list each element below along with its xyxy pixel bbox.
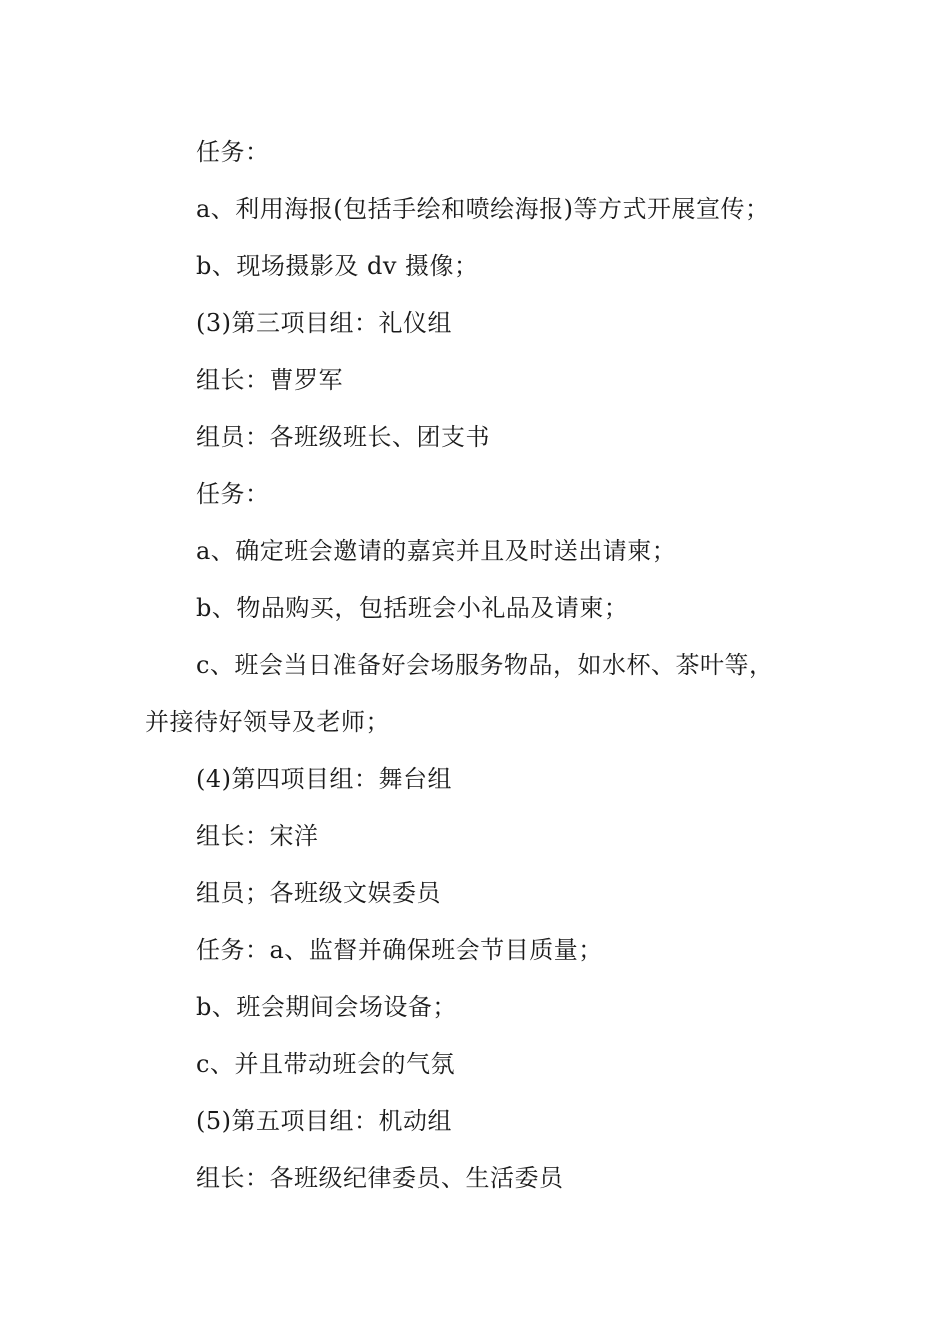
text-line: 组员；各班级文娱委员: [196, 879, 441, 907]
text-line: 组长：宋洋: [196, 822, 319, 850]
text-line: b、物品购买，包括班会小礼品及请柬；: [196, 594, 629, 622]
text-line: b、班会期间会场设备；: [196, 993, 457, 1021]
text-line: c、班会当日准备好会场服务物品，如水杯、茶叶等，: [196, 651, 774, 679]
text-line: 组员：各班级班长、团支书: [196, 423, 490, 451]
section-heading: (5)第五项目组：机动组: [196, 1107, 452, 1135]
text-line: a、确定班会邀请的嘉宾并且及时送出请柬；: [196, 537, 677, 565]
text-line: 组长：曹罗军: [196, 366, 343, 394]
text-line: 任务：: [196, 138, 270, 166]
text-line: b、现场摄影及 dv 摄像；: [196, 252, 479, 280]
text-line: 组长：各班级纪律委员、生活委员: [196, 1164, 564, 1192]
section-heading: (4)第四项目组：舞台组: [196, 765, 452, 793]
text-line-continuation: 并接待好领导及老师；: [145, 708, 390, 736]
text-line: c、并且带动班会的气氛: [196, 1050, 455, 1078]
text-line: 任务：: [196, 480, 270, 508]
text-line: 任务：a、监督并确保班会节目质量；: [196, 936, 603, 964]
text-line: a、利用海报(包括手绘和喷绘海报)等方式开展宣传；: [196, 195, 770, 223]
section-heading: (3)第三项目组：礼仪组: [196, 309, 452, 337]
